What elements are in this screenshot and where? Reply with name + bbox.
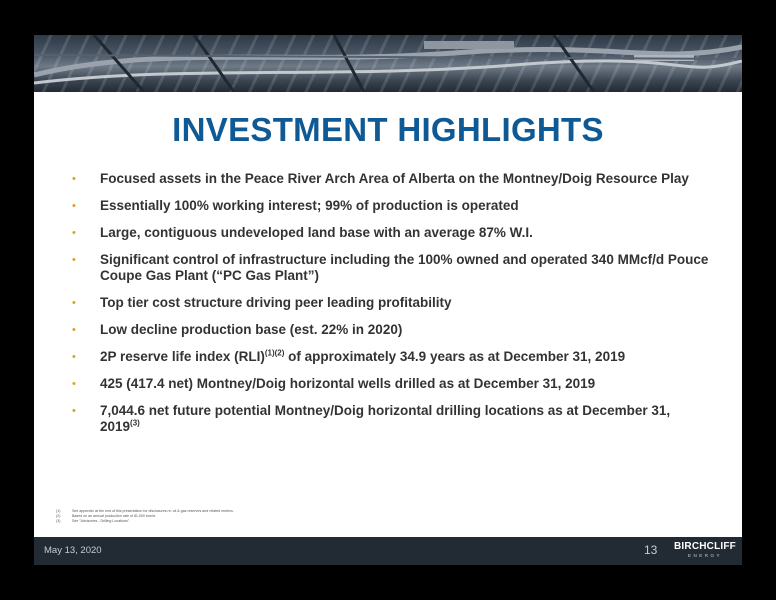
list-item	[72, 376, 712, 392]
list-item-text: Focused assets in the Peace River Arch Area of Alberta on the Montney/Doig Resource Play	[100, 171, 689, 186]
header-banner-image	[34, 35, 742, 92]
list-item	[72, 252, 712, 284]
bullet-dot-icon: •	[72, 227, 76, 239]
footnote: (1) See appendix at the end of this presentation for disclosures re: oil & gas reserves and related metrics.	[56, 509, 234, 513]
list-item-text: 425 (417.4 net) Montney/Doig horizontal wells drilled as at December 31, 2019	[100, 376, 596, 391]
list-item-text: Top tier cost structure driving peer leading profitability	[100, 295, 452, 310]
logo-subtitle: ENERGY	[687, 553, 722, 558]
footer-date: May 13, 2020	[44, 545, 102, 556]
list-item	[72, 349, 712, 365]
bullet-dot-icon: •	[72, 297, 76, 309]
footnotes	[56, 509, 356, 524]
bullet-dot-icon: •	[72, 254, 76, 266]
bullet-dot-icon: •	[72, 351, 76, 363]
list-item-text: Low decline production base (est. 22% in 2020)	[100, 322, 403, 337]
page-title: INVESTMENT HIGHLIGHTS	[172, 111, 604, 148]
bullet-dot-icon: •	[72, 200, 76, 212]
list-item	[72, 171, 712, 187]
pipes-image	[34, 35, 742, 92]
list-item	[72, 295, 712, 311]
bullet-dot-icon: •	[72, 378, 76, 390]
company-logo	[670, 541, 740, 558]
list-item	[72, 198, 712, 214]
slide	[34, 35, 742, 565]
list-item	[72, 322, 712, 338]
bullet-dot-icon: •	[72, 324, 76, 336]
footnote-ref: (3)	[130, 418, 140, 428]
list-item-text: Essentially 100% working interest; 99% of production is operated	[100, 198, 519, 213]
footnote-ref: (1)(2)	[264, 348, 285, 358]
list-item	[72, 225, 712, 241]
list-item-text: Significant control of infrastructure including the 100% owned and operated 340 MMcf/d Pouce Coupe Gas Plant (“PC Gas Plant”)	[100, 252, 709, 283]
footnote: (2) Based on an annual production rate of 81,000 boe/d.	[56, 514, 156, 518]
footnote: (3) See "Advisories - Drilling Locations".	[56, 519, 131, 523]
list-item-text: of approximately 34.9 years as at December 31, 2019	[284, 349, 626, 364]
bullet-dot-icon: •	[72, 173, 76, 185]
list-item-text: 7,044.6 net future potential Montney/Doig horizontal drilling locations as at December 31, 2019	[100, 403, 671, 434]
bullet-dot-icon: •	[72, 405, 76, 417]
page-number: 13	[644, 543, 658, 557]
list-item-text: Large, contiguous undeveloped land base with an average 87% W.I.	[100, 225, 533, 240]
footer-bar	[34, 537, 742, 565]
list-item	[72, 403, 712, 435]
list-item-text: 2P reserve life index (RLI)	[100, 349, 265, 364]
logo-wordmark: BIRCHCLIFF	[674, 541, 736, 552]
highlights-list	[72, 171, 712, 435]
